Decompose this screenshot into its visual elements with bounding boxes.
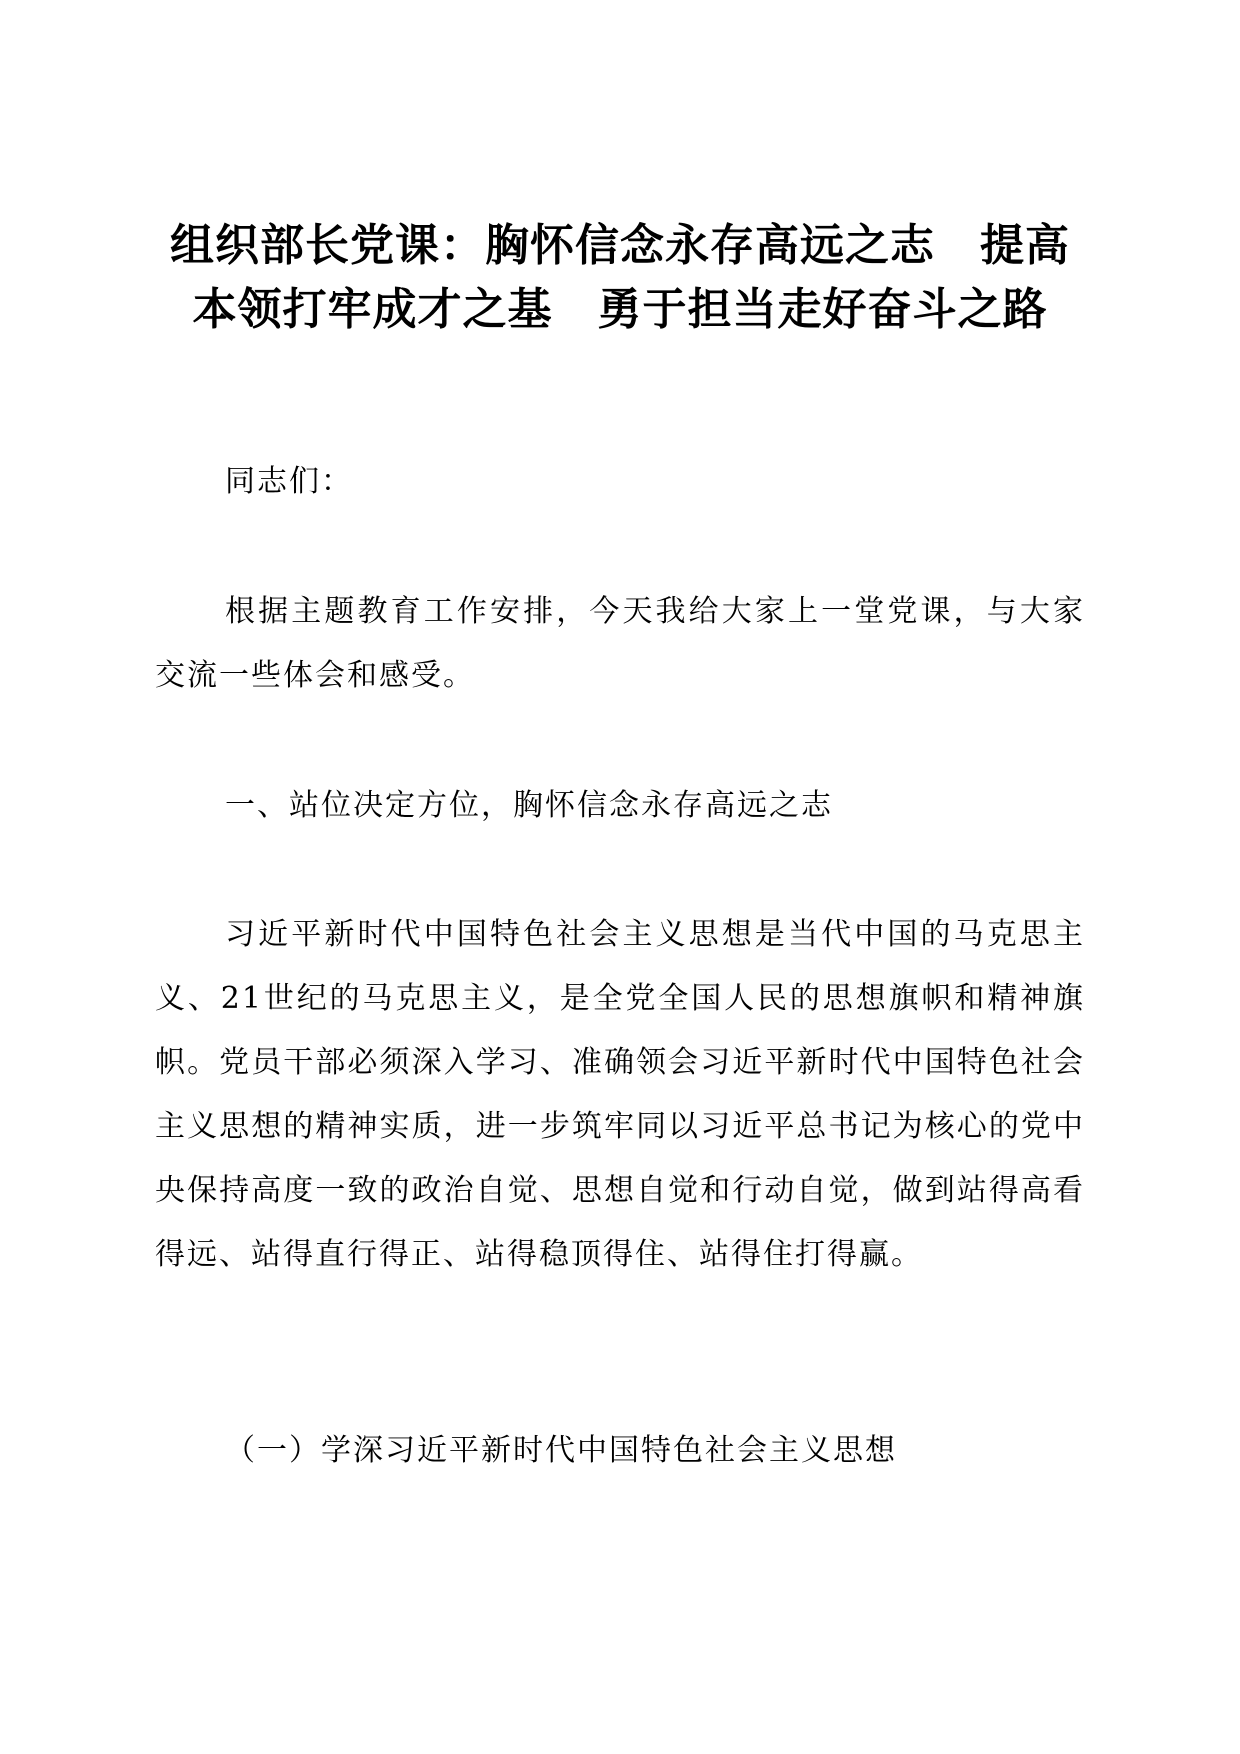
intro-paragraph: 根据主题教育工作安排，今天我给大家上一堂党课，与大家交流一些体会和感受。 [155,594,1085,693]
document-title [155,214,1085,342]
title-line-2: 本领打牢成才之基 勇于担当走好奋斗之路 [192,284,1048,335]
greeting: 同志们： [225,464,353,499]
body-paragraph: 习近平新时代中国特色社会主义思想是当代中国的马克思主义、21世纪的马克思主义，是全党全国人民的思想旗帜和精神旗帜。党员干部必须深入学习、准确领会习近平新时代中国特色社会主义思想的精神实质，进一步筑牢同以习近平总书记为核心的党中央保持高度一致的政治自觉、思想自觉和行动自觉，做到站得高看得远、站得直行得正、站得稳顶得住、站得住打得赢。 [155,917,1085,1272]
subsection-heading: （一）学深习近平新时代中国特色社会主义思想 [225,1433,897,1468]
section-heading: 一、站位决定方位，胸怀信念永存高远之志 [225,788,833,823]
title-line-1: 组织部长党课：胸怀信念永存高远之志 提高 [170,220,1070,271]
